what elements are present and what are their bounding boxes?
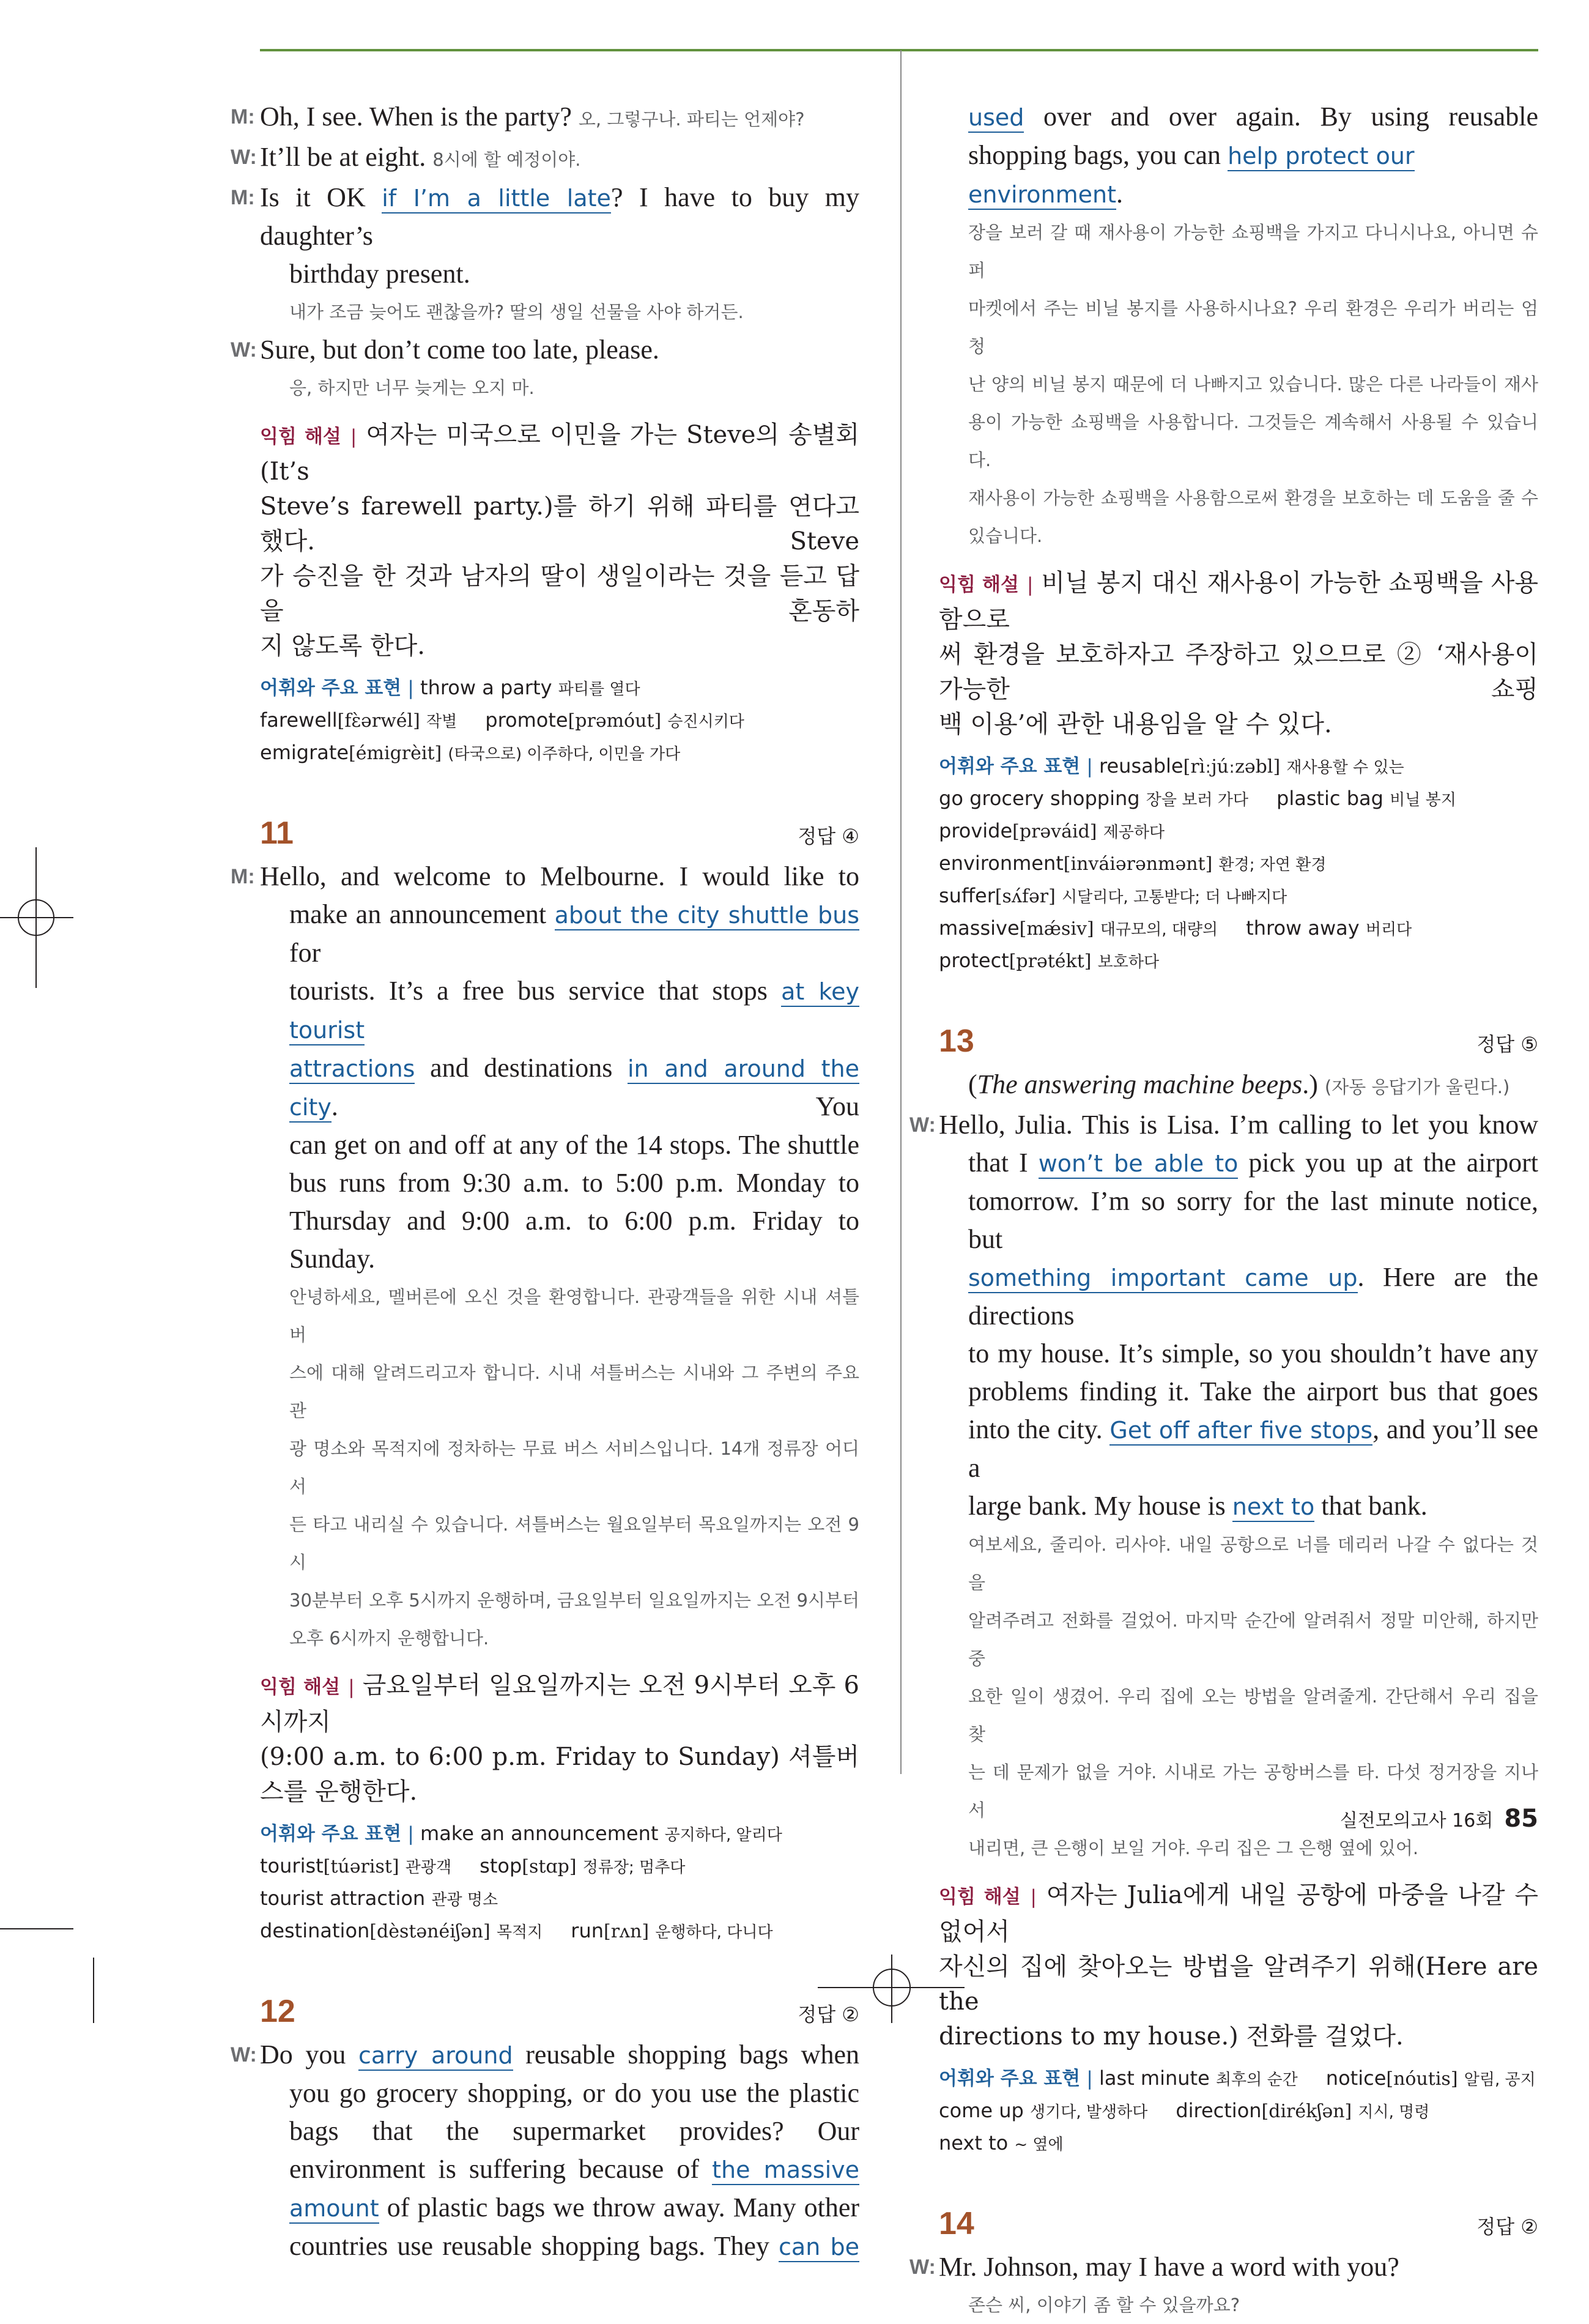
english-text: Thursday and 9:00 a.m. to 6:00 p.m. Friday to: [289, 1206, 859, 1236]
vocab-phonetic: [mǽsiv]: [1019, 918, 1094, 940]
vocab-phonetic: [dirékʃən]: [1261, 2101, 1352, 2122]
vocabulary-label: 어휘와 주요 표현: [260, 677, 402, 699]
english-text: bus runs from 9:30 a.m. to 5:00 p.m. Monday to: [289, 1168, 859, 1198]
korean-translation: 광 명소와 목적지에 정차하는 무료 버스 서비스입니다. 14개 정류장 어디서: [289, 1438, 859, 1497]
dialogue-line: [231, 179, 859, 255]
vocabulary: [939, 2063, 1538, 2160]
answer-key: 정답 ④: [798, 825, 859, 848]
stage-direction: [968, 1066, 1538, 1106]
korean-translation: 여보세요, 줄리아. 리사야. 내일 공항으로 너를 데리러 나갈 수 없다는 것을: [968, 1534, 1538, 1593]
english-text: that I: [968, 1148, 1028, 1178]
korean-translation: 요한 일이 생겼어. 우리 집에 오는 방법을 알려줄게. 간단해서 우리 집을 찾: [968, 1686, 1538, 1745]
footer-title: 실전모의고사 16회: [1339, 1810, 1494, 1832]
english-text: ? I have to buy my daughter’s: [260, 182, 859, 251]
korean-translation: 안녕하세요, 멜버른에 오신 것을 환영합니다. 관광객들을 위한 시내 셔틀버: [289, 1286, 859, 1345]
vocab-word: notice: [1325, 2066, 1387, 2090]
dialogue-line: [231, 331, 859, 369]
explanation: [260, 1668, 859, 1810]
korean-translation: 마켓에서 주는 비닐 봉지를 사용하시나요? 우리 환경은 우리가 버리는 엄청: [968, 298, 1538, 357]
vocab-word: make an announcement: [420, 1822, 659, 1845]
vocab-word: tourist: [260, 1854, 324, 1877]
question-header: [260, 1987, 859, 2030]
vocab-phonetic: [stɑp]: [522, 1856, 577, 1877]
speaker-label: W:: [909, 2255, 936, 2279]
speaker-label: W:: [231, 146, 257, 169]
vocab-meaning: 공지하다, 알리다: [664, 1826, 782, 1844]
dialogue-line: [289, 2189, 859, 2227]
explanation-text: (9:00 a.m. to 6:00 p.m. Friday to Sunday) 셔틀버스를 운행한다.: [260, 1743, 859, 1806]
vocab-phonetic: [rìːjúːzəbl]: [1183, 756, 1281, 778]
dialogue-line: [289, 1049, 859, 1126]
korean-translation: 오후 6시까지 운행합니다.: [289, 1628, 489, 1649]
vocab-word: next to: [939, 2131, 1009, 2155]
vocab-phonetic: [émigrèit]: [349, 743, 442, 764]
key-expression: won’t be able to: [1039, 1150, 1239, 1179]
question-number: 14: [939, 2206, 974, 2241]
vocab-meaning: ~ 옆에: [1014, 2136, 1064, 2154]
crop-mark: [93, 1958, 94, 2023]
speaker-label: M:: [231, 105, 255, 128]
question-header: [939, 1017, 1538, 1060]
divider-bar: |: [407, 1823, 414, 1845]
explanation-text: 지 않도록 한다.: [260, 632, 425, 660]
divider-bar: |: [1086, 755, 1093, 778]
korean-translation: 재사용이 가능한 쇼핑백을 사용함으로써 환경을 보호하는 데 도움을 줄 수: [968, 488, 1538, 508]
vocabulary-label: 어휘와 주요 표현: [939, 2068, 1081, 2090]
vocabulary: [260, 672, 859, 770]
vocab-meaning: 대규모의, 대량의: [1100, 921, 1218, 939]
explanation-text: 가 승진을 한 것과 남자의 딸이 생일이라는 것을 듣고 답을 혼동하: [260, 562, 859, 625]
vocab-meaning: 최후의 순간: [1215, 2071, 1298, 2089]
vocab-word: farewell: [260, 708, 338, 732]
english-text: birthday present.: [289, 259, 470, 289]
dialogue-line: [289, 972, 859, 1049]
page-number: 85: [1504, 1805, 1538, 1833]
vocab-meaning: 보호하다: [1097, 953, 1160, 971]
english-text: reusable shopping bags when: [525, 2040, 859, 2070]
speaker-label: W:: [909, 1113, 936, 1137]
vocab-word: stop: [480, 1854, 522, 1877]
vocab-meaning: 시달리다, 고통받다; 더 나빠지다: [1061, 888, 1287, 907]
english-text: that bank.: [1321, 1491, 1428, 1521]
english-text: Sure, but don’t come too late, please.: [260, 335, 659, 365]
english-text: Oh, I see. When is the party?: [260, 102, 572, 132]
vocab-phonetic: [prəváid]: [1012, 821, 1097, 842]
korean-translation: 내가 조금 늦어도 괜찮을까? 딸의 생일 선물을 사야 하거든.: [289, 302, 744, 322]
vocab-word: run: [571, 1919, 604, 1942]
english-text: Is it OK: [260, 182, 366, 212]
dialogue-line: [231, 98, 859, 138]
english-text: Hello, Julia. This is Lisa. I’m calling to let you know: [939, 1110, 1538, 1140]
vocab-meaning: 비닐 봉지: [1390, 791, 1456, 809]
english-text: for: [289, 938, 321, 968]
korean-translation: 30분부터 오후 5시까지 운행하며, 금요일부터 일요일까지는 오전 9시부터: [289, 1590, 859, 1611]
page-footer: [1340, 1805, 1538, 1833]
dialogue-line: [231, 858, 859, 896]
key-expression: in and around the city: [289, 1055, 859, 1123]
english-text: you go grocery shopping, or do you use the plastic: [289, 2078, 859, 2108]
english-text: large bank. My house is: [968, 1491, 1226, 1521]
english-text: can get on and off at any of the 14 stops. The shuttle: [289, 1130, 859, 1160]
vocab-word: plastic bag: [1276, 787, 1383, 810]
explanation-text: 써 환경을 보호하자고 주장하고 있으므로 ② ‘재사용이 가능한 쇼핑: [939, 640, 1538, 704]
vocab-meaning: 작별: [426, 713, 457, 731]
korean-translation: 장을 보러 갈 때 재사용이 가능한 쇼핑백을 가지고 다니시나요, 아니면 슈퍼: [968, 222, 1538, 281]
column-divider: [900, 50, 902, 1774]
english-text: Hello, and welcome to Melbourne. I would like to: [260, 861, 859, 891]
korean-translation: 있습니다.: [968, 525, 1043, 546]
vocab-phonetic: [fɛ̀ərwél]: [337, 710, 420, 732]
question-number: 13: [939, 1023, 974, 1059]
explanation-text: 여자는 Julia에게 내일 공항에 마중을 나갈 수 없어서: [939, 1881, 1539, 1946]
vocab-meaning: 승진시키다: [667, 713, 744, 731]
korean-translation: 스에 대해 알려드리고자 합니다. 시내 셔틀버스는 시내와 그 주변의 주요 관: [289, 1362, 859, 1421]
dialogue-line: [289, 896, 859, 972]
key-expression: if I’m a little late: [382, 185, 611, 213]
explanation-text: 비닐 봉지 대신 재사용이 가능한 쇼핑백을 사용함으로: [939, 569, 1539, 634]
question-header: [939, 2199, 1538, 2242]
vocab-word: environment: [939, 852, 1064, 875]
korean-translation: 8시에 할 예정이야.: [432, 149, 581, 170]
english-text: and destinations: [430, 1053, 613, 1083]
vocab-meaning: 제공하다: [1103, 823, 1165, 842]
vocab-word: massive: [939, 916, 1020, 940]
explanation-label: 익힘 해설: [939, 574, 1019, 596]
speaker-label: M:: [231, 865, 255, 888]
explanation-text: Steve’s farewell party.)를 하기 위해 파티를 연다고 했다. Steve: [260, 492, 859, 555]
korean-translation: 든 타고 내리실 수 있습니다. 셔틀버스는 월요일부터 목요일까지는 오전 9시: [289, 1514, 859, 1573]
korean-translation: 존슨 씨, 이야기 좀 할 수 있을까요?: [968, 2295, 1240, 2315]
dialogue-line: [231, 138, 859, 179]
dialogue-line: [968, 98, 1538, 136]
vocab-word: tourist attraction: [260, 1887, 426, 1910]
key-expression: carry around: [358, 2042, 513, 2071]
vocab-meaning: 장을 보러 가다: [1146, 791, 1248, 809]
crop-mark: [0, 1928, 73, 1929]
dialogue-line: [289, 2227, 859, 2266]
english-text: problems finding it. Take the airport bus that goes: [968, 1376, 1538, 1406]
english-text: The answering machine beeps: [977, 1069, 1303, 1099]
korean-translation: 내리면, 큰 은행이 보일 거야. 우리 집은 그 은행 옆에 있어.: [968, 1838, 1419, 1858]
english-text: into the city.: [968, 1414, 1103, 1444]
english-text: Do you: [260, 2040, 346, 2070]
english-text: It’ll be at eight.: [260, 142, 426, 172]
dialogue-line: [231, 2036, 859, 2074]
korean-translation: (자동 응답기가 울린다.): [1324, 1077, 1510, 1097]
explanation-label: 익힘 해설: [260, 426, 341, 448]
english-text: bags that the supermarket provides? Our: [289, 2116, 859, 2146]
english-text: . Here are the directions: [968, 1262, 1538, 1331]
divider-bar: |: [1026, 574, 1034, 596]
key-expression: at key tourist: [289, 978, 859, 1045]
vocab-meaning: 관광객: [405, 1858, 452, 1877]
english-text: , and you’ll see a: [968, 1414, 1538, 1483]
vocab-meaning: 재사용할 수 있는: [1286, 759, 1404, 777]
vocabulary: [260, 1818, 859, 1948]
vocab-phonetic: [prətékt]: [1009, 951, 1092, 972]
dialogue-line: [968, 1144, 1538, 1182]
divider-bar: |: [407, 677, 414, 699]
vocab-meaning: 운행하다, 다니다: [655, 1923, 773, 1942]
vocab-word: provide: [939, 819, 1013, 842]
explanation-text: 자신의 집에 찾아오는 방법을 알려주기 위해(Here are the: [939, 1953, 1538, 2016]
dialogue-line: [909, 2248, 1538, 2286]
vocab-meaning: 정류장; 멈추다: [582, 1858, 686, 1877]
vocabulary: [939, 751, 1538, 978]
key-expression: about the city shuttle bus: [555, 902, 859, 930]
answer-key: 정답 ②: [1476, 2215, 1538, 2238]
vocab-word: suffer: [939, 884, 995, 907]
divider-bar: |: [348, 1676, 355, 1698]
key-expression: used: [968, 104, 1024, 133]
key-expression: amount: [289, 2195, 379, 2224]
korean-translation: 는 데 문제가 없을 거야. 시내로 가는 공항버스를 타. 다섯 정거장을 지나서: [968, 1762, 1538, 1821]
vocab-meaning: 환경; 자연 환경: [1218, 856, 1327, 874]
key-expression: next to: [1232, 1493, 1314, 1522]
dialogue-line: [968, 1258, 1538, 1335]
speaker-label: W:: [231, 2043, 257, 2066]
dialogue-line: [909, 1106, 1538, 1144]
english-text: pick you up at the airport: [1248, 1148, 1539, 1178]
vocab-word: destination: [260, 1919, 370, 1942]
vocab-word: emigrate: [260, 741, 349, 764]
vocab-phonetic: [túərist]: [323, 1856, 399, 1877]
english-text: of plastic bags we throw away. Many other: [387, 2192, 859, 2222]
vocab-meaning: 버리다: [1365, 921, 1412, 939]
explanation: [939, 1878, 1538, 2054]
registration-circle: [18, 899, 54, 936]
key-expression: something important came up: [968, 1264, 1358, 1293]
english-text: Mr. Johnson, may I have a word with you?: [939, 2252, 1399, 2282]
english-text: shopping bags, you can: [968, 140, 1221, 170]
left-column: [231, 98, 860, 2266]
speaker-label: M:: [231, 186, 255, 209]
english-text: .): [1302, 1069, 1318, 1099]
explanation-text: 금요일부터 일요일까지는 오전 9시부터 오후 6시까지: [260, 1671, 859, 1736]
english-text: Sunday.: [289, 1244, 376, 1274]
english-text: tourists. It’s a free bus service that stops: [289, 976, 768, 1006]
english-text: (: [968, 1069, 977, 1099]
question-header: [260, 809, 859, 852]
vocab-word: promote: [485, 708, 568, 732]
english-text: environment is suffering because of: [289, 2154, 700, 2184]
explanation-label: 익힘 해설: [260, 1676, 341, 1698]
korean-translation: 용이 가능한 쇼핑백을 사용합니다. 그것들은 계속해서 사용될 수 있습니다.: [968, 412, 1538, 470]
top-rule: [260, 49, 1538, 51]
divider-bar: |: [1086, 2068, 1093, 2090]
vocabulary-label: 어휘와 주요 표현: [260, 1823, 402, 1845]
vocab-word: go grocery shopping: [939, 787, 1140, 810]
vocab-word: protect: [939, 949, 1009, 972]
vocab-meaning: 목적지: [496, 1923, 543, 1942]
answer-key: 정답 ⑤: [1476, 1033, 1538, 1056]
vocab-phonetic: [rʌn]: [604, 1921, 650, 1942]
english-text: tomorrow. I’m so sorry for the last minute notice, but: [968, 1186, 1538, 1254]
korean-translation: 응, 하지만 너무 늦게는 오지 마.: [289, 377, 535, 398]
registration-circle: [873, 1969, 911, 2007]
vocab-meaning: 생기다, 발생하다: [1029, 2103, 1148, 2122]
vocab-word: last minute: [1099, 2066, 1210, 2090]
divider-bar: |: [1030, 1886, 1037, 1908]
vocab-phonetic: [dèstənéiʃən]: [369, 1921, 491, 1942]
dialogue-line: [289, 2150, 859, 2189]
explanation-text: 백 이용’에 관한 내용임을 알 수 있다.: [939, 710, 1332, 738]
right-column: [909, 98, 1539, 2324]
explanation-label: 익힘 해설: [939, 1886, 1021, 1908]
question-number: 11: [260, 815, 294, 851]
english-text: countries use reusable shopping bags. They: [289, 2231, 769, 2261]
vocab-word: throw away: [1246, 916, 1360, 940]
english-text: make an announcement: [289, 899, 547, 929]
key-expression: the massive: [712, 2156, 859, 2185]
divider-bar: |: [350, 426, 357, 448]
english-text: over and over again. By using reusable: [1043, 102, 1538, 132]
question-number: 12: [260, 1994, 295, 2029]
vocab-word: come up: [939, 2099, 1024, 2122]
korean-translation: 알려주려고 전화를 걸었어. 마지막 순간에 알려줘서 정말 미안해, 하지만 중: [968, 1610, 1538, 1669]
key-expression: help protect our environment: [968, 143, 1415, 210]
speaker-label: W:: [231, 338, 257, 362]
english-text: to my house. It’s simple, so you shouldn’t have any: [968, 1338, 1538, 1368]
explanation: [260, 418, 859, 664]
explanation-text: directions to my house.) 전화를 걸었다.: [939, 2022, 1404, 2051]
vocab-phonetic: [nóutis]: [1386, 2068, 1458, 2090]
korean-translation: 난 양의 비닐 봉지 때문에 더 나빠지고 있습니다. 많은 다른 나라들이 재사: [968, 374, 1538, 395]
vocab-meaning: (타국으로) 이주하다, 이민을 가다: [448, 745, 681, 763]
vocab-word: throw a party: [420, 676, 552, 699]
korean-translation: 오, 그렇구나. 파티는 언제야?: [578, 109, 805, 130]
explanation: [939, 566, 1538, 742]
dialogue-line: [968, 136, 1538, 213]
key-expression: Get off after five stops: [1109, 1417, 1372, 1446]
key-expression: can be: [779, 2233, 859, 2262]
english-text: .: [1116, 179, 1124, 209]
vocab-meaning: 파티를 열다: [558, 680, 640, 699]
vocab-meaning: 지시, 명령: [1358, 2103, 1430, 2122]
explanation-text: 여자는 미국으로 이민을 가는 Steve의 송별회(It’s: [260, 421, 860, 486]
vocab-meaning: 알림, 공지: [1464, 2071, 1536, 2089]
vocab-word: direction: [1176, 2099, 1262, 2122]
vocab-phonetic: [sʌ́fər]: [995, 886, 1056, 907]
vocabulary-label: 어휘와 주요 표현: [939, 755, 1081, 778]
english-text: . You: [331, 1091, 859, 1121]
dialogue-line: [968, 1411, 1538, 1487]
key-expression: attractions: [289, 1055, 415, 1084]
vocab-meaning: 관광 명소: [431, 1891, 498, 1909]
vocab-phonetic: [prəmóut]: [568, 710, 662, 732]
dialogue-line: [968, 1487, 1538, 1526]
vocab-phonetic: [inváiərənmənt]: [1063, 853, 1213, 875]
answer-key: 정답 ②: [798, 2003, 859, 2026]
vocab-word: reusable: [1099, 754, 1183, 778]
